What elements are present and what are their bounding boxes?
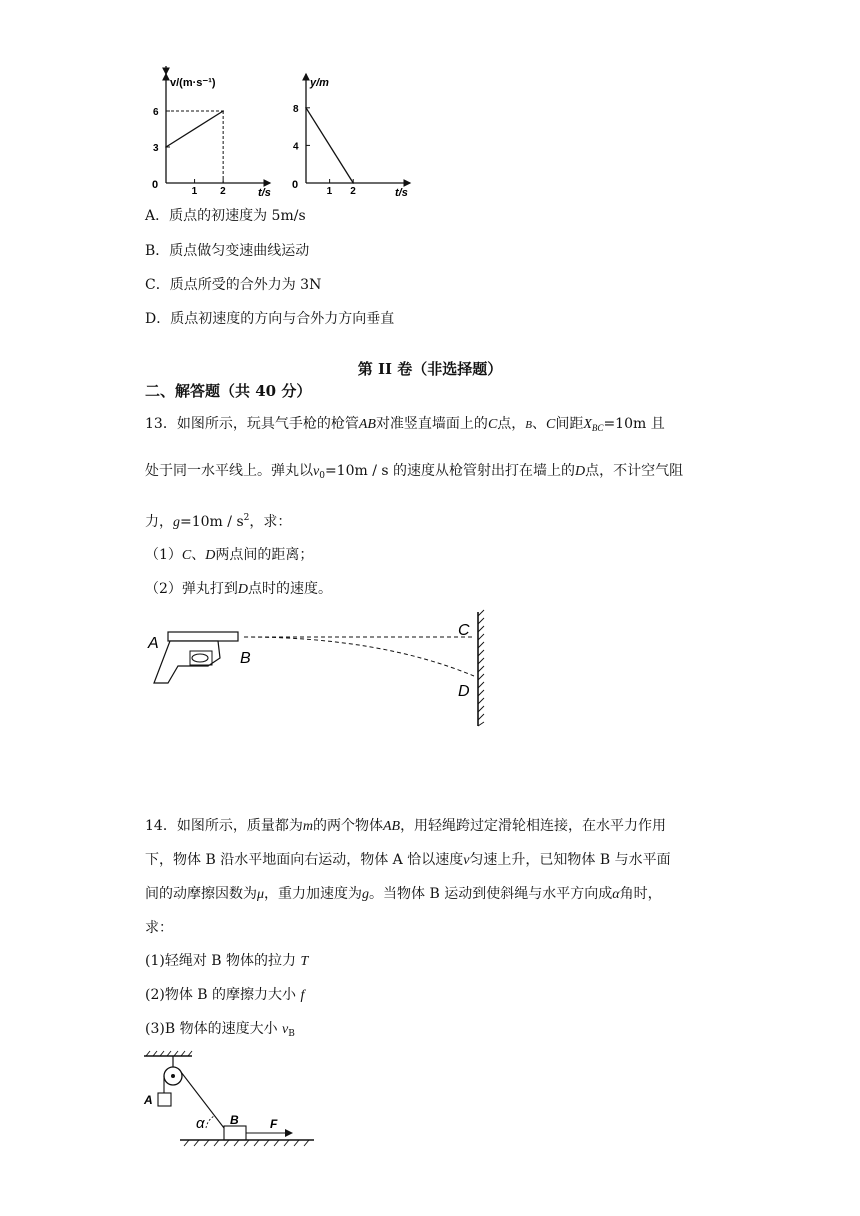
y-tick-label: 4: [293, 141, 299, 153]
label-a: A: [148, 635, 159, 652]
data-point: [305, 107, 307, 109]
data-point: [222, 110, 224, 112]
q13-line1: 13．如图所示，玩具气手枪的枪管AB对准竖直墙面上的C点，B、C间距$X_{BC}=10m$ 且: [145, 416, 665, 433]
label-b: B: [240, 650, 251, 667]
part-title: 第 II 卷（非选择题）: [357, 360, 503, 378]
gun-barrel: [168, 632, 238, 641]
q13-sub1: （1）C、D两点间的距离；: [145, 547, 314, 563]
q14-line4: 求：: [145, 920, 173, 936]
data-point: [352, 182, 354, 184]
label-d: D: [458, 683, 470, 700]
y-tick-label: 8: [293, 103, 299, 115]
option-a: A．质点的初速度为 5m/s: [145, 208, 306, 224]
section-heading: 二、解答题（共 40 分）: [145, 382, 312, 400]
option-b: B．质点做匀变速曲线运动: [145, 243, 310, 259]
graph1-origin: 0: [152, 179, 159, 191]
q14-sub1: (1)轻绳对 B 物体的拉力 T: [145, 953, 309, 969]
block-b: [224, 1126, 246, 1140]
series-line: [306, 108, 353, 183]
x-tick-label: 2: [220, 186, 226, 197]
q14-pulley-figure: [140, 1050, 320, 1150]
label-a: A: [144, 1093, 153, 1107]
q14-line2: 下，物体 B 沿水平地面向右运动，物体 A 恰以速度v匀速上升，已知物体 B 与水平面: [145, 852, 671, 868]
option-d: D．质点初速度的方向与合外力方向垂直: [145, 311, 395, 327]
graph1-y-label: v/(m·s⁻¹): [170, 77, 216, 89]
x-tick-label: 2: [350, 186, 356, 197]
gun-handle: [154, 641, 220, 683]
q13-sub2: （2）弹丸打到D点时的速度。: [145, 581, 333, 597]
velocity-time-graph: [152, 66, 271, 199]
trajectory-curve: [244, 637, 474, 676]
series-line: [166, 111, 223, 147]
block-a: [158, 1093, 171, 1106]
label-c: C: [458, 622, 470, 639]
q14-sub3: (3)B 物体的速度大小 $v_B$: [145, 1021, 295, 1039]
x-tick-label: 1: [326, 186, 333, 197]
graph2-y-label: y/m: [310, 77, 329, 89]
option-c: C．质点所受的合外力为 3N: [145, 277, 322, 293]
q14-line1: 14．如图所示，质量都为m的两个物体AB，用轻绳跨过定滑轮相连接，在水平力作用: [145, 818, 667, 834]
graph2-origin: 0: [292, 179, 299, 191]
label-b: B: [230, 1113, 239, 1127]
q14-line3: 间的动摩擦因数为μ，重力加速度为g。当物体 B 运动到使斜绳与水平方向成α角时，: [145, 886, 662, 902]
data-point: [165, 146, 167, 148]
label-f: F: [270, 1117, 278, 1131]
q14-sub2: (2)物体 B 的摩擦力大小 f: [145, 987, 305, 1003]
q13-line2: 处于同一水平线上。弹丸以$v_0=10m / s$ 的速度从枪管射出打在墙上的D点，不计空气阻: [145, 463, 684, 481]
graph1-x-label: t/s: [258, 187, 271, 199]
q13-gun-figure: [140, 608, 500, 728]
graph2-x-label: t/s: [395, 187, 408, 199]
displacement-time-graph: [292, 74, 410, 199]
x-tick-label: 1: [191, 186, 198, 197]
y-tick-label: 6: [153, 107, 159, 118]
y-tick-label: 3: [153, 143, 159, 154]
q12-graphs: [140, 66, 430, 200]
q13-line3: 力，$g=10m / s^2$，求：: [145, 513, 292, 530]
label-alpha: α: [196, 1115, 205, 1132]
